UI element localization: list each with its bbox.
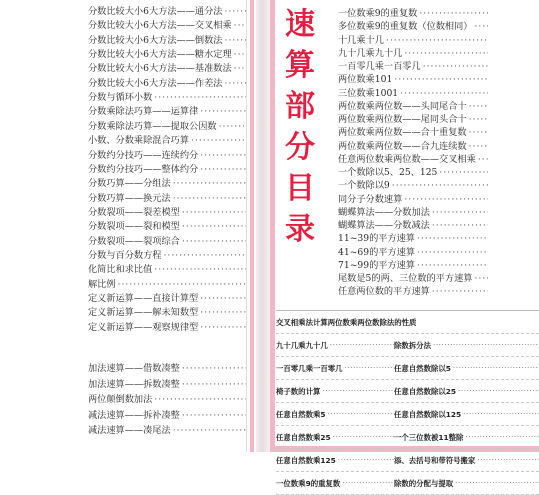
title-char: 部: [285, 89, 315, 124]
toc-leader-dots: [458, 386, 539, 397]
table-cell-text: 任意自然数除以25: [394, 386, 457, 396]
toc-entry[interactable]: [88, 264, 246, 277]
toc-entry[interactable]: [88, 150, 246, 163]
toc-entry-title: 减法速算——凑尾法: [88, 425, 171, 436]
toc-leader-dots: [173, 425, 246, 438]
toc-leader-dots: [433, 340, 539, 351]
table-cell-text: 任意自然数乘25: [276, 432, 331, 442]
toc-entry-title: 分数巧算——分组法: [88, 178, 171, 190]
toc-entry[interactable]: [88, 221, 246, 234]
toc-entry-title: 定义新运算——解未知数型: [88, 307, 199, 319]
toc-leader-dots: [439, 167, 488, 180]
toc-leader-dots: [419, 8, 488, 21]
toc-entry[interactable]: [338, 286, 488, 299]
toc-leader-dots: [234, 20, 246, 33]
toc-entry[interactable]: [88, 322, 246, 335]
toc-entry-title: 分数比较大小6大方法——糖水定理: [88, 49, 232, 61]
toc-leader-dots: [154, 394, 246, 407]
toc-leader-dots: [404, 194, 488, 207]
toc-leader-dots: [173, 193, 246, 206]
toc-leader-dots: [191, 135, 246, 148]
toc-leader-dots: [200, 307, 246, 320]
toc-entry[interactable]: [88, 207, 246, 220]
toc-leader-dots: [474, 21, 488, 34]
table-cell-text: 任意自然数除以5: [394, 363, 451, 373]
table-cell[interactable]: [394, 363, 539, 374]
toc-entry-title: 分数裂项——裂项综合: [88, 235, 180, 247]
toc-entry[interactable]: [88, 394, 246, 407]
toc-entry[interactable]: [338, 101, 488, 114]
toc-entry[interactable]: [88, 425, 246, 438]
toc-leader-dots: [200, 150, 246, 163]
toc-entry[interactable]: [88, 293, 246, 306]
toc-entry[interactable]: [338, 233, 488, 246]
toc-entry-title: 十几乘十几: [338, 34, 384, 46]
toc-entry[interactable]: [88, 49, 246, 62]
toc-entry-title: 分数比较大小6大方法——交叉相乘: [88, 20, 232, 32]
toc-entry-title: 减法速算——拆补凑整: [88, 409, 180, 421]
toc-entry[interactable]: [338, 154, 488, 167]
table-cell[interactable]: [394, 340, 539, 351]
table-cell[interactable]: [276, 478, 394, 489]
toc-leader-dots: [182, 221, 246, 234]
toc-entry-title: 蝴蝶算法——分数减法: [338, 220, 430, 231]
toc-entry[interactable]: [88, 164, 246, 177]
toc-entry[interactable]: [338, 88, 488, 101]
toc-entry[interactable]: [88, 106, 246, 119]
toc-entry-title: 一个数除以9: [338, 180, 390, 192]
toc-entry-title: 41~69的平方速算: [338, 246, 416, 258]
toc-leader-dots: [338, 455, 394, 466]
toc-leader-dots: [417, 233, 488, 246]
page-border-left: [250, 0, 254, 452]
toc-leader-dots: [224, 6, 246, 19]
toc-leader-dots: [417, 260, 488, 273]
toc-entry[interactable]: [88, 178, 246, 191]
toc-leader-dots: [417, 247, 488, 260]
toc-entry-title: 分数裂项——裂差模型: [88, 206, 180, 218]
toc-leader-dots: [432, 207, 488, 220]
title-char: 录: [285, 212, 315, 247]
table-cell[interactable]: [394, 455, 539, 466]
toc-entry[interactable]: [88, 279, 246, 292]
toc-entry[interactable]: [338, 74, 488, 87]
toc-leader-dots: [234, 63, 246, 76]
toc-entry-title: 一百零几乘一百零几: [338, 61, 421, 72]
toc-entry[interactable]: [338, 61, 488, 74]
toc-entry[interactable]: [338, 220, 488, 233]
toc-entry-title: 两位数乘101: [338, 74, 393, 86]
toc-entry[interactable]: [88, 250, 246, 263]
toc-leader-dots: [432, 286, 488, 299]
section-title-vertical: [282, 4, 318, 250]
toc-entry-title: 同分子分数速算: [338, 193, 403, 205]
toc-entry[interactable]: [338, 260, 488, 273]
toc-entry-title: 化简比和求比值: [88, 264, 153, 276]
title-char: 速: [285, 7, 315, 42]
toc-entry[interactable]: [338, 247, 488, 260]
toc-leader-dots: [404, 48, 488, 61]
table-cell-text: 除数拆分法: [394, 340, 431, 350]
toc-entry-title: 两位数乘两位数——合九连续数: [338, 140, 467, 152]
toc-leader-dots: [469, 127, 488, 140]
toc-entry-title: 分数乘除法巧算——提取公因数: [88, 120, 217, 132]
toc-leader-dots: [469, 114, 488, 127]
table-cell-text: 一百零几乘一百零几: [276, 363, 343, 373]
toc-leader-dots: [394, 74, 488, 87]
toc-leader-dots: [200, 106, 246, 119]
toc-entry-title: 两位数乘两位数——尾同头合十: [338, 114, 467, 125]
toc-leader-dots: [219, 121, 246, 134]
table-cell[interactable]: [394, 409, 539, 420]
toc-entry-title: 加法速算——拆数凑整: [88, 378, 180, 390]
toc-leader-dots: [478, 154, 488, 167]
table-cell[interactable]: [276, 409, 394, 420]
toc-entry[interactable]: [338, 194, 488, 207]
toc-leader-dots: [432, 220, 488, 233]
toc-entry[interactable]: [88, 193, 246, 206]
book-spine: [256, 0, 270, 452]
table-cell-text: 添、去括号和带符号搬家: [394, 455, 476, 465]
toc-entry-title: 分数比较大小6大方法——作差法: [88, 77, 223, 89]
toc-leader-dots: [330, 340, 394, 351]
toc-leader-dots: [465, 432, 539, 443]
toc-entry[interactable]: [338, 114, 488, 127]
toc-entry[interactable]: [338, 141, 488, 154]
toc-leader-dots: [224, 35, 246, 48]
toc-entry-title: 分数比较大小6大方法——基准数法: [88, 63, 232, 75]
toc-entry-title: 分数比较大小6大方法——通分法: [88, 6, 223, 17]
table-row: [276, 380, 539, 403]
toc-entry[interactable]: [88, 121, 246, 134]
toc-entry-title: 定义新运算——观察规律型: [88, 321, 199, 333]
toc-entry[interactable]: [88, 92, 246, 105]
toc-leader-dots: [469, 101, 488, 114]
toc-entry[interactable]: [338, 35, 488, 48]
toc-entry-title: 解比例: [88, 278, 116, 290]
toc-leader-dots: [200, 164, 246, 177]
toc-entry-title: 尾数是5的两、三位数的平方速算: [338, 273, 473, 284]
toc-entry-title: 小数、分数乘除混合巧算: [88, 135, 190, 147]
table-cell-text: 任意自然数乘5: [276, 409, 326, 419]
page-border-right: [270, 0, 275, 452]
toc-leader-dots: [154, 92, 246, 105]
toc-entry[interactable]: [88, 363, 246, 376]
toc-leader-dots: [182, 410, 246, 423]
toc-entry-title: 两位数乘两位数——头同尾合十: [338, 100, 467, 112]
toc-table: [276, 310, 539, 495]
toc-leader-dots: [118, 279, 246, 292]
toc-entry[interactable]: [338, 180, 488, 193]
table-row: [276, 334, 539, 357]
toc-leader-dots: [333, 432, 394, 443]
toc-entry[interactable]: [88, 135, 246, 148]
toc-leader-dots: [173, 178, 246, 191]
toc-entry-title: 分数巧算——换元法: [88, 192, 171, 204]
toc-leader-dots: [342, 478, 394, 489]
toc-entry-title: 任意两位数的平方速算: [338, 286, 430, 298]
toc-entry-title: 多位数乘9的重复数（位数相同）: [338, 21, 473, 33]
toc-entry[interactable]: [88, 410, 246, 423]
toc-entry-title: 定义新运算——直接计算型: [88, 293, 199, 304]
toc-entry-title: 分数与百分数方程: [88, 249, 162, 261]
toc-entry-title: 任意两位数乘两位数——交叉相乘: [338, 153, 476, 165]
toc-leader-dots: [224, 78, 246, 91]
toc-entry-title: 分数约分技巧——整体约分: [88, 163, 199, 175]
toc-entry-title: 九十几乘九十几: [338, 47, 403, 59]
column-divider: [246, 0, 247, 452]
toc-entry[interactable]: [88, 35, 246, 48]
toc-leader-dots: [322, 386, 394, 397]
toc-entry[interactable]: [338, 207, 488, 220]
table-cell[interactable]: [394, 432, 539, 443]
table-row: [276, 472, 539, 495]
table-cell[interactable]: [394, 478, 539, 489]
toc-entry[interactable]: [338, 48, 488, 61]
table-cell[interactable]: [276, 455, 394, 466]
toc-leader-dots: [234, 49, 246, 62]
table-cell[interactable]: [276, 432, 394, 443]
toc-entry[interactable]: [338, 273, 488, 286]
table-cell-text: 任意自然数除以125: [394, 409, 462, 419]
toc-leader-dots: [182, 236, 246, 249]
toc-entry[interactable]: [338, 8, 488, 21]
toc-leader-dots: [455, 478, 539, 489]
table-row: [276, 357, 539, 380]
toc-leader-dots: [328, 409, 395, 420]
table-row: [276, 449, 539, 472]
table-row: [276, 426, 539, 449]
toc-entry-title: 蝴蝶算法——分数加法: [338, 206, 430, 218]
toc-entry-title: 分数裂项——裂和模型: [88, 221, 180, 233]
toc-leader-dots: [182, 379, 246, 392]
toc-entry-title: 加法速算——借数凑整: [88, 363, 180, 374]
toc-leader-dots: [400, 88, 488, 101]
toc-leader-dots: [182, 363, 246, 376]
toc-entry[interactable]: [88, 307, 246, 320]
title-char: 目: [285, 171, 315, 206]
toc-leader-dots: [182, 207, 246, 220]
toc-leader-dots: [154, 264, 246, 277]
title-char: 算: [285, 48, 315, 83]
toc-entry-title: 分数比较大小6大方法——倒数法: [88, 34, 223, 46]
table-cell[interactable]: [394, 386, 539, 397]
toc-entry-title: 一个数除以5、25、125: [338, 167, 438, 178]
toc-entry[interactable]: [88, 63, 246, 76]
table-cell-text: 交叉相乘法计算两位数乘两位数除法的性质: [276, 317, 417, 327]
toc-leader-dots: [469, 141, 488, 154]
toc-leader-dots: [164, 250, 247, 263]
toc-entry[interactable]: [88, 78, 246, 91]
table-cell-text: 椅子数的计算: [276, 386, 321, 396]
title-char: 分: [285, 130, 315, 165]
toc-entry[interactable]: [338, 21, 488, 34]
toc-leader-dots: [423, 61, 488, 74]
toc-leader-dots: [200, 293, 246, 306]
toc-entry-title: 两位数乘两位数——合十重复数: [338, 127, 467, 139]
table-cell[interactable]: [276, 317, 539, 328]
toc-entry-title: 11~39的平方速算: [338, 233, 416, 245]
toc-leader-dots: [474, 273, 488, 286]
table-cell-text: 九十几乘九十几: [276, 340, 328, 350]
toc-entry-title: 三位数乘1001: [338, 87, 399, 99]
toc-leader-dots: [392, 180, 488, 193]
table-cell-text: 任意自然数乘125: [276, 455, 336, 465]
toc-entry[interactable]: [88, 20, 246, 33]
toc-entry[interactable]: [88, 6, 246, 19]
toc-leader-dots: [345, 363, 394, 374]
toc-entry-title: 71~99的平方速算: [338, 259, 416, 271]
toc-entry[interactable]: [88, 236, 246, 249]
table-cell[interactable]: [276, 363, 394, 374]
table-cell-text: 除数的分配与提取: [394, 478, 454, 488]
toc-entry-title: 分数约分技巧——连续约分: [88, 149, 199, 161]
toc-entry-title: 分数与循环小数: [88, 92, 153, 104]
toc-entry[interactable]: [88, 379, 246, 392]
toc-leader-dots: [477, 455, 539, 466]
toc-entry-title: 两位颠倒数加法: [88, 394, 153, 405]
toc-entry-title: 一位数乘9的重复数: [338, 8, 418, 19]
toc-leader-dots: [200, 322, 246, 335]
table-row: [276, 311, 539, 334]
toc-leader-dots: [453, 363, 539, 374]
toc-entry[interactable]: [338, 127, 488, 140]
table-cell-text: 一个三位数被11整除: [394, 432, 464, 442]
toc-leader-dots: [463, 409, 539, 420]
table-cell[interactable]: [276, 340, 394, 351]
table-row: [276, 403, 539, 426]
table-cell[interactable]: [276, 386, 394, 397]
toc-leader-dots: [386, 35, 488, 48]
toc-entry-title: 分数乘除法巧算——运算律: [88, 106, 199, 118]
toc-entry[interactable]: [338, 167, 488, 180]
table-cell-text: 一位数乘9的重复数: [276, 478, 341, 488]
